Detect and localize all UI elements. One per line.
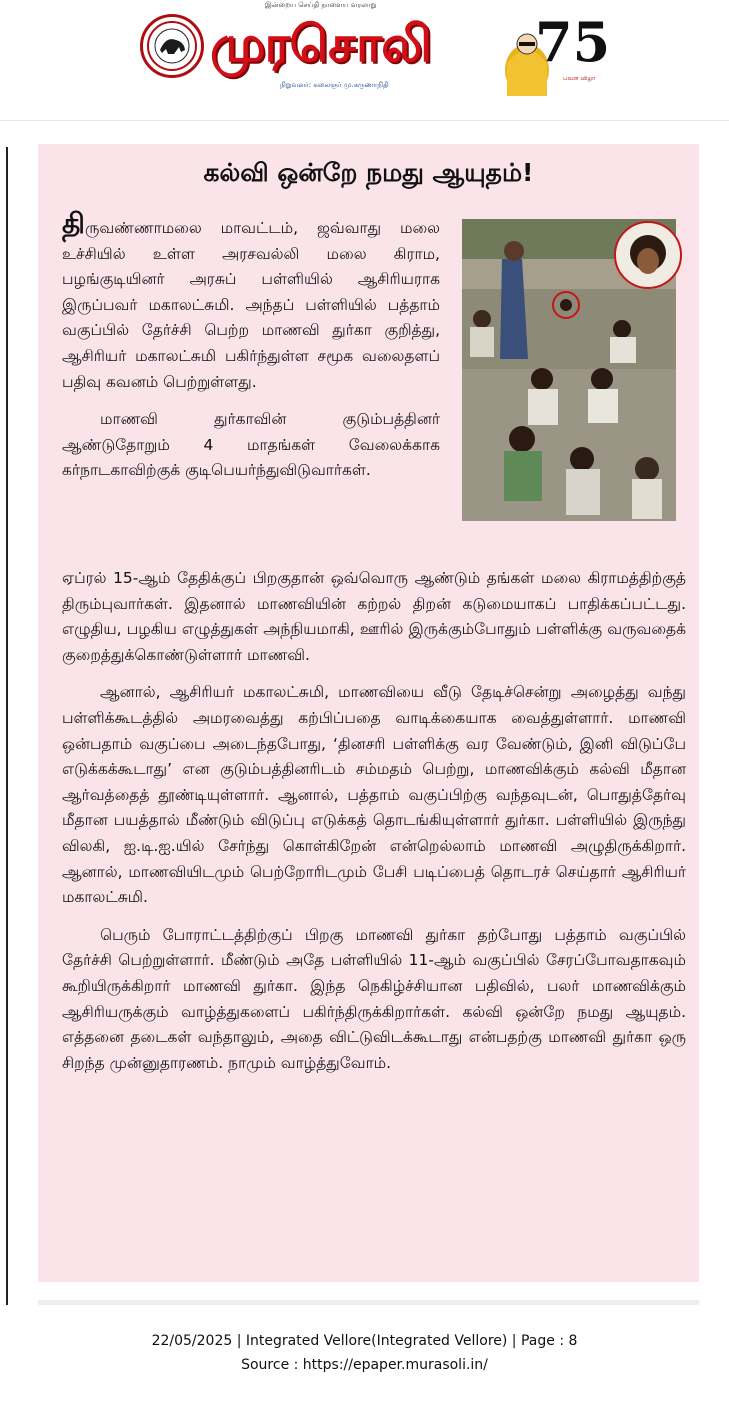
footer-edition-info: 22/05/2025 | Integrated Vellore(Integrated Vellore) | Page : 8: [151, 1333, 578, 1349]
article-photo: [462, 219, 676, 521]
footer-source-link[interactable]: Source : https://epaper.murasoli.in/: [241, 1357, 488, 1373]
article-paragraph-1-text: ருவண்ணாமலை மாவட்டம், ஜவ்வாது மலை உச்சியில் உள்ள அரசவல்லி மலை கிராம, பழங்குடியினர் அரசுப் பள்ளியில் ஆசிரியராக இருப்பவர் மகாலட்சுமி. அந்தப் பள்ளியில் பத்தாம் வகுப்பில் தேர்ச்சி பெற்ற மாணவி துர்கா குறித்து, ஆசிரியர் மகாலட்சுமி பகிர்ந்துள்ள சமூக வலைதளப் பதிவு கவனம் பெற்றுள்ளது.: [62, 219, 440, 391]
anniversary-75-icon: [505, 6, 611, 98]
page-left-rule: [6, 147, 8, 1305]
svg-text:75: 75: [535, 10, 611, 74]
masthead-divider: [0, 120, 729, 121]
seal-emblem-icon: [146, 20, 198, 72]
article-paragraph-2-start: மாணவி துர்காவின் குடும்பத்தினர் ஆண்டுதோறும் 4 மாதங்கள் வேலைக்காக கர்நாடகாவிற்குக் குடிபெயர்ந்துவிடுவார்கள்.: [62, 410, 440, 480]
classroom-photo-image: [462, 219, 676, 521]
article-paragraph-4: பெரும் போராட்டத்திற்குப் பிறகு மாணவி துர்கா தற்போது பத்தாம் வகுப்பில் தேர்ச்சி பெற்றுள்ளார். மீண்டும் அதே பள்ளியில் 11-ஆம் வகுப்பில் சேரப்போவதாகவும் கூறியிருக்கிறார் மாணவி துர்கா. இந்த நெகிழ்ச்சியான பதிவில், பலர் மாணவிக்கும் ஆசிரியருக்கும் வாழ்த்துகளைப் பகிர்ந்திருக்கிறார்கள். கல்வி ஒன்றே நமது ஆயுதம். எத்தனை தடைகள் வந்தாலும், அதை விட்டுவிடக்கூடாது என்பதற்கு மாணவி துர்கா ஒரு சிறந்த முன்னுதாரணம். நாமும் வாழ்த்துவோம்.: [62, 925, 686, 1072]
anniversary-emblem: [505, 6, 611, 98]
masthead-founder-line: நிறுவனர்: கலைஞர் மு.கருணாநிதி: [280, 81, 389, 89]
party-seal-logo: [140, 14, 204, 78]
article-paragraph-1: [62, 207, 440, 395]
article-bottom-bar: [38, 1300, 699, 1305]
article-paragraph-3: ஆனால், ஆசிரியர் மகாலட்சுமி, மாணவியை வீடு தேடிச்சென்று அழைத்து வந்து பள்ளிக்கூடத்தில் அமரவைத்து கற்பிப்பதை வாடிக்கையாக வைத்துள்ளார். மாணவி ஒன்பதாம் வகுப்பை அடைந்தபோது, ‘தினசரி பள்ளிக்கு வர வேண்டும், இனி விடுப்பே எடுக்கக்கூடாது’ என குடும்பத்தினரிடம் சம்மதம் பெற்று, மாணவிக்கும் கல்வி மீதான ஆர்வத்தைத் தூண்டியுள்ளார். ஆனால், பத்தாம் வகுப்பிற்கு வந்தவுடன், பொதுத்தேர்வு மீதான பயத்தால் மீண்டும் விடுப்பு எடுக்கத் தொடங்கியுள்ளார் துர்கா. பள்ளியில் இருந்து விலகி, ஐ.டி.ஐ.யில் சேர்ந்து கொள்கிறேன் என்றெல்லாம் மாணவி அழுதிருக்கிறார். ஆனால், மாணவியிடமும் பெற்றோரிடமும் பேசி படிப்பைத் தொடரச் செய்தார் ஆசிரியர் மகாலட்சுமி.: [62, 683, 686, 907]
masthead-logo-text: முரசொலி: [210, 15, 431, 73]
article-paragraph-2-rest: ஏப்ரல் 15-ஆம் தேதிக்குப் பிறகுதான் ஒவ்வொரு ஆண்டும் தங்கள் மலை கிராமத்திற்குத் திரும்புவார்கள். இதனால் மாணவியின் கற்றல் திறன் கடுமையாகப் பாதிக்கப்பட்டது. எழுதிய, பழகிய எழுத்துகள் அந்நியமாகி, ஊரில் இருக்கும்போதும் பள்ளிக்கு வருவதைக் குறைத்துக்கொண்டுள்ளார் மாணவி.: [62, 569, 686, 664]
masthead-tagline: இன்றைய செய்தி நாளைய வரலாறு: [265, 1, 377, 9]
article-full-width-text: [62, 566, 686, 1076]
anniversary-caption: பவள விழா: [563, 75, 596, 82]
article-headline: கல்வி ஒன்றே நமது ஆயுதம்!: [203, 158, 534, 187]
article-dropcap: தி: [62, 207, 85, 240]
article-column-text: [62, 207, 440, 484]
